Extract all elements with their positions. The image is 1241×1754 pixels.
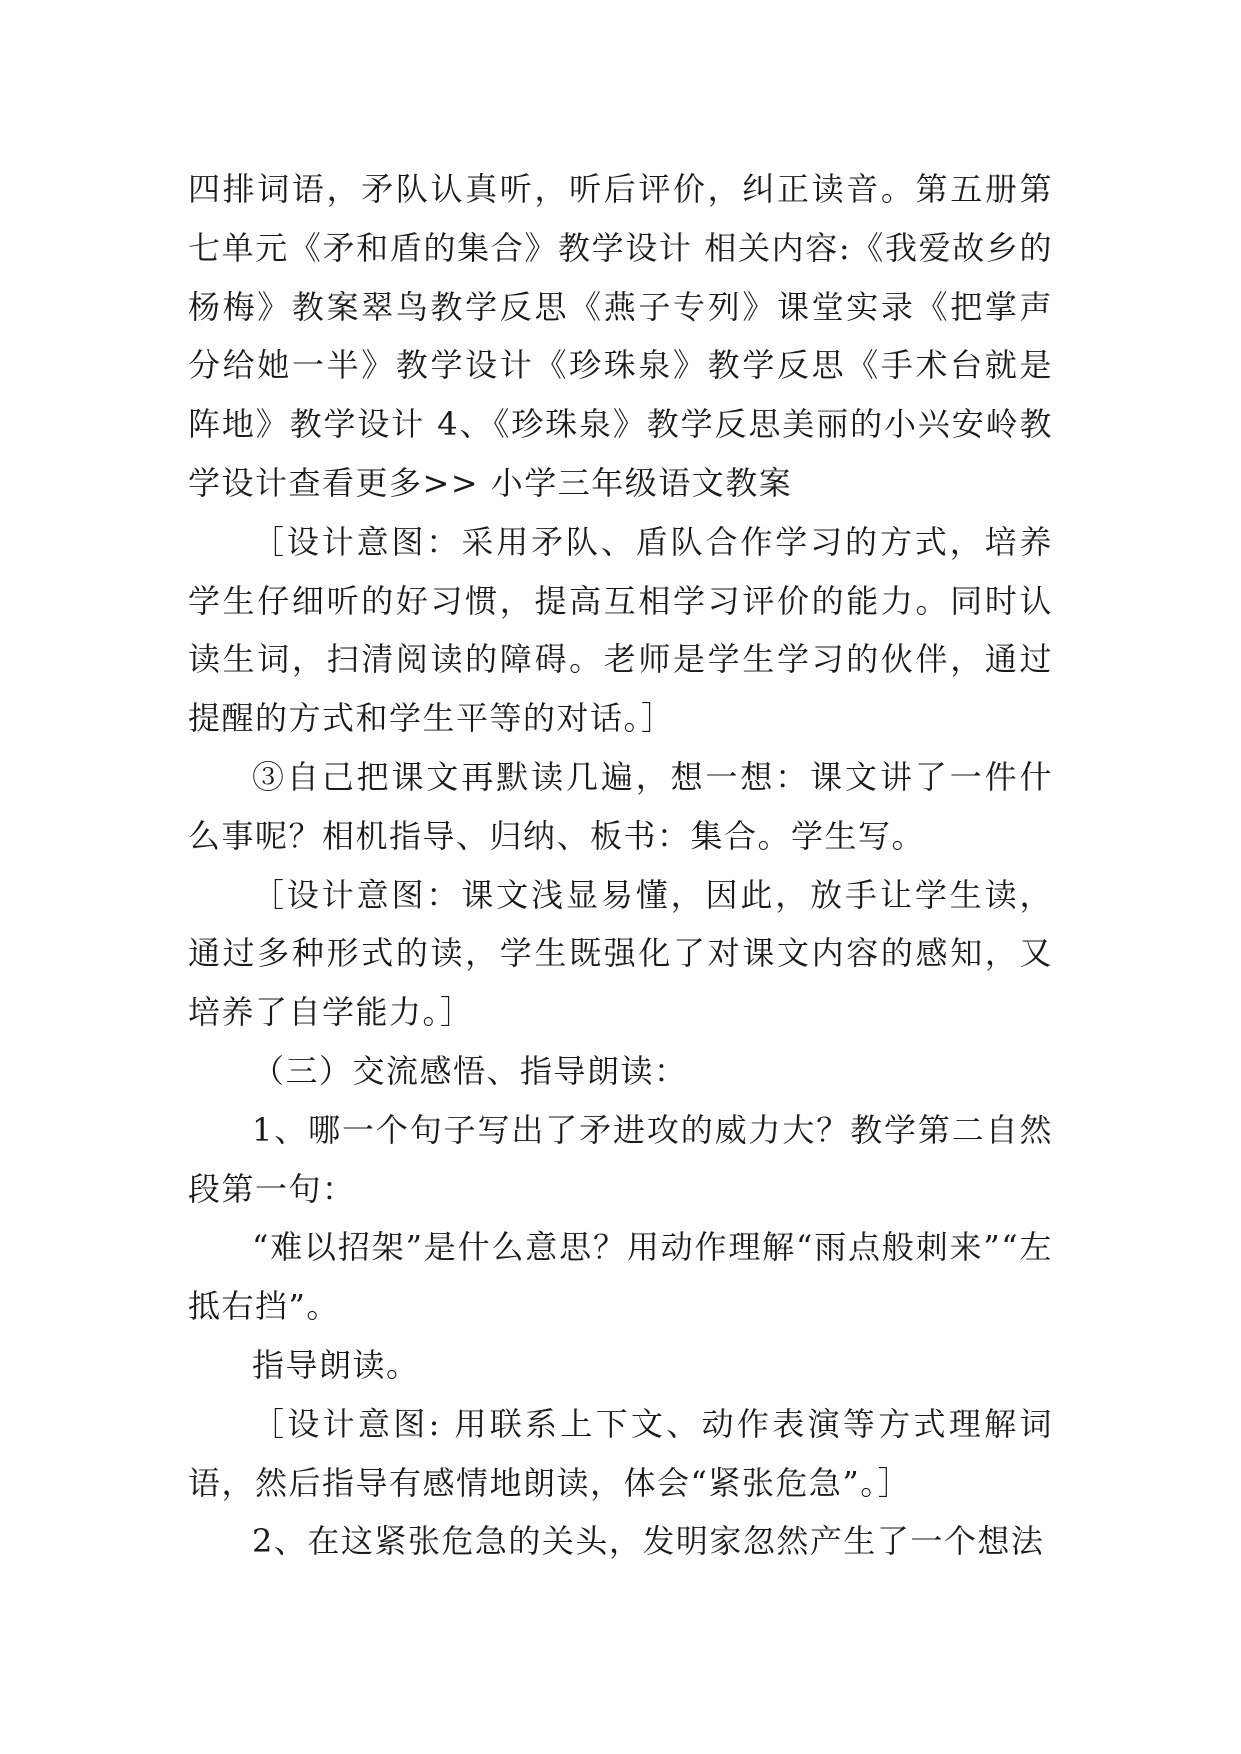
paragraph-step-3: ③自己把课文再默读几遍，想一想：课文讲了一件什么事呢？相机指导、归纳、板书：集合。学生写。 <box>188 757 1053 855</box>
document-page <box>188 160 1053 1571</box>
section-heading-3: （三）交流感悟、指导朗读： <box>252 1051 688 1090</box>
paragraph-design-intent-1: ［设计意图：采用矛队、盾队合作学习的方式，培养学生仔细听的好习惯，提高互相学习评价的能力。同时认读生词，扫清阅读的障碍。老师是学生学习的伙伴，通过提醒的方式和学生平等的对话。］ <box>188 522 1053 738</box>
paragraph-vocabulary: “难以招架”是什么意思？用动作理解“雨点般刺来”“左抵右挡”。 <box>188 1228 1053 1326</box>
paragraph-question-2: 2、在这紧张危急的关头，发明家忽然产生了一个想法 <box>252 1522 1045 1561</box>
paragraph-design-intent-2: ［设计意图：课文浅显易懂，因此，放手让学生读，通过多种形式的读，学生既强化了对课文内容的感知，又培养了自学能力。］ <box>188 875 1053 1032</box>
paragraph-design-intent-3: ［设计意图: 用联系上下文、动作表演等方式理解词语，然后指导有感情地朗读，体会“紧张危急”。］ <box>188 1404 1053 1502</box>
paragraph-question-1: 1、哪一个句子写出了矛进攻的威力大？教学第二自然段第一句： <box>188 1110 1053 1208</box>
paragraph-guided-reading: 指导朗读。 <box>252 1345 420 1384</box>
paragraph-related-links: 四排词语，矛队认真听，听后评价，纠正读音。第五册第七单元《矛和盾的集合》教学设计 相关内容:《我爱故乡的杨梅》教案翠鸟教学反思《燕子专列》课堂实录《把掌声分给她一半》教学设计《珍珠泉》教学反思《手术台就是阵地》教学设计 4、《珍珠泉》教学反思美丽的小兴安岭教学设计查看更多>> 小学三年级语文教案 <box>188 170 1053 502</box>
